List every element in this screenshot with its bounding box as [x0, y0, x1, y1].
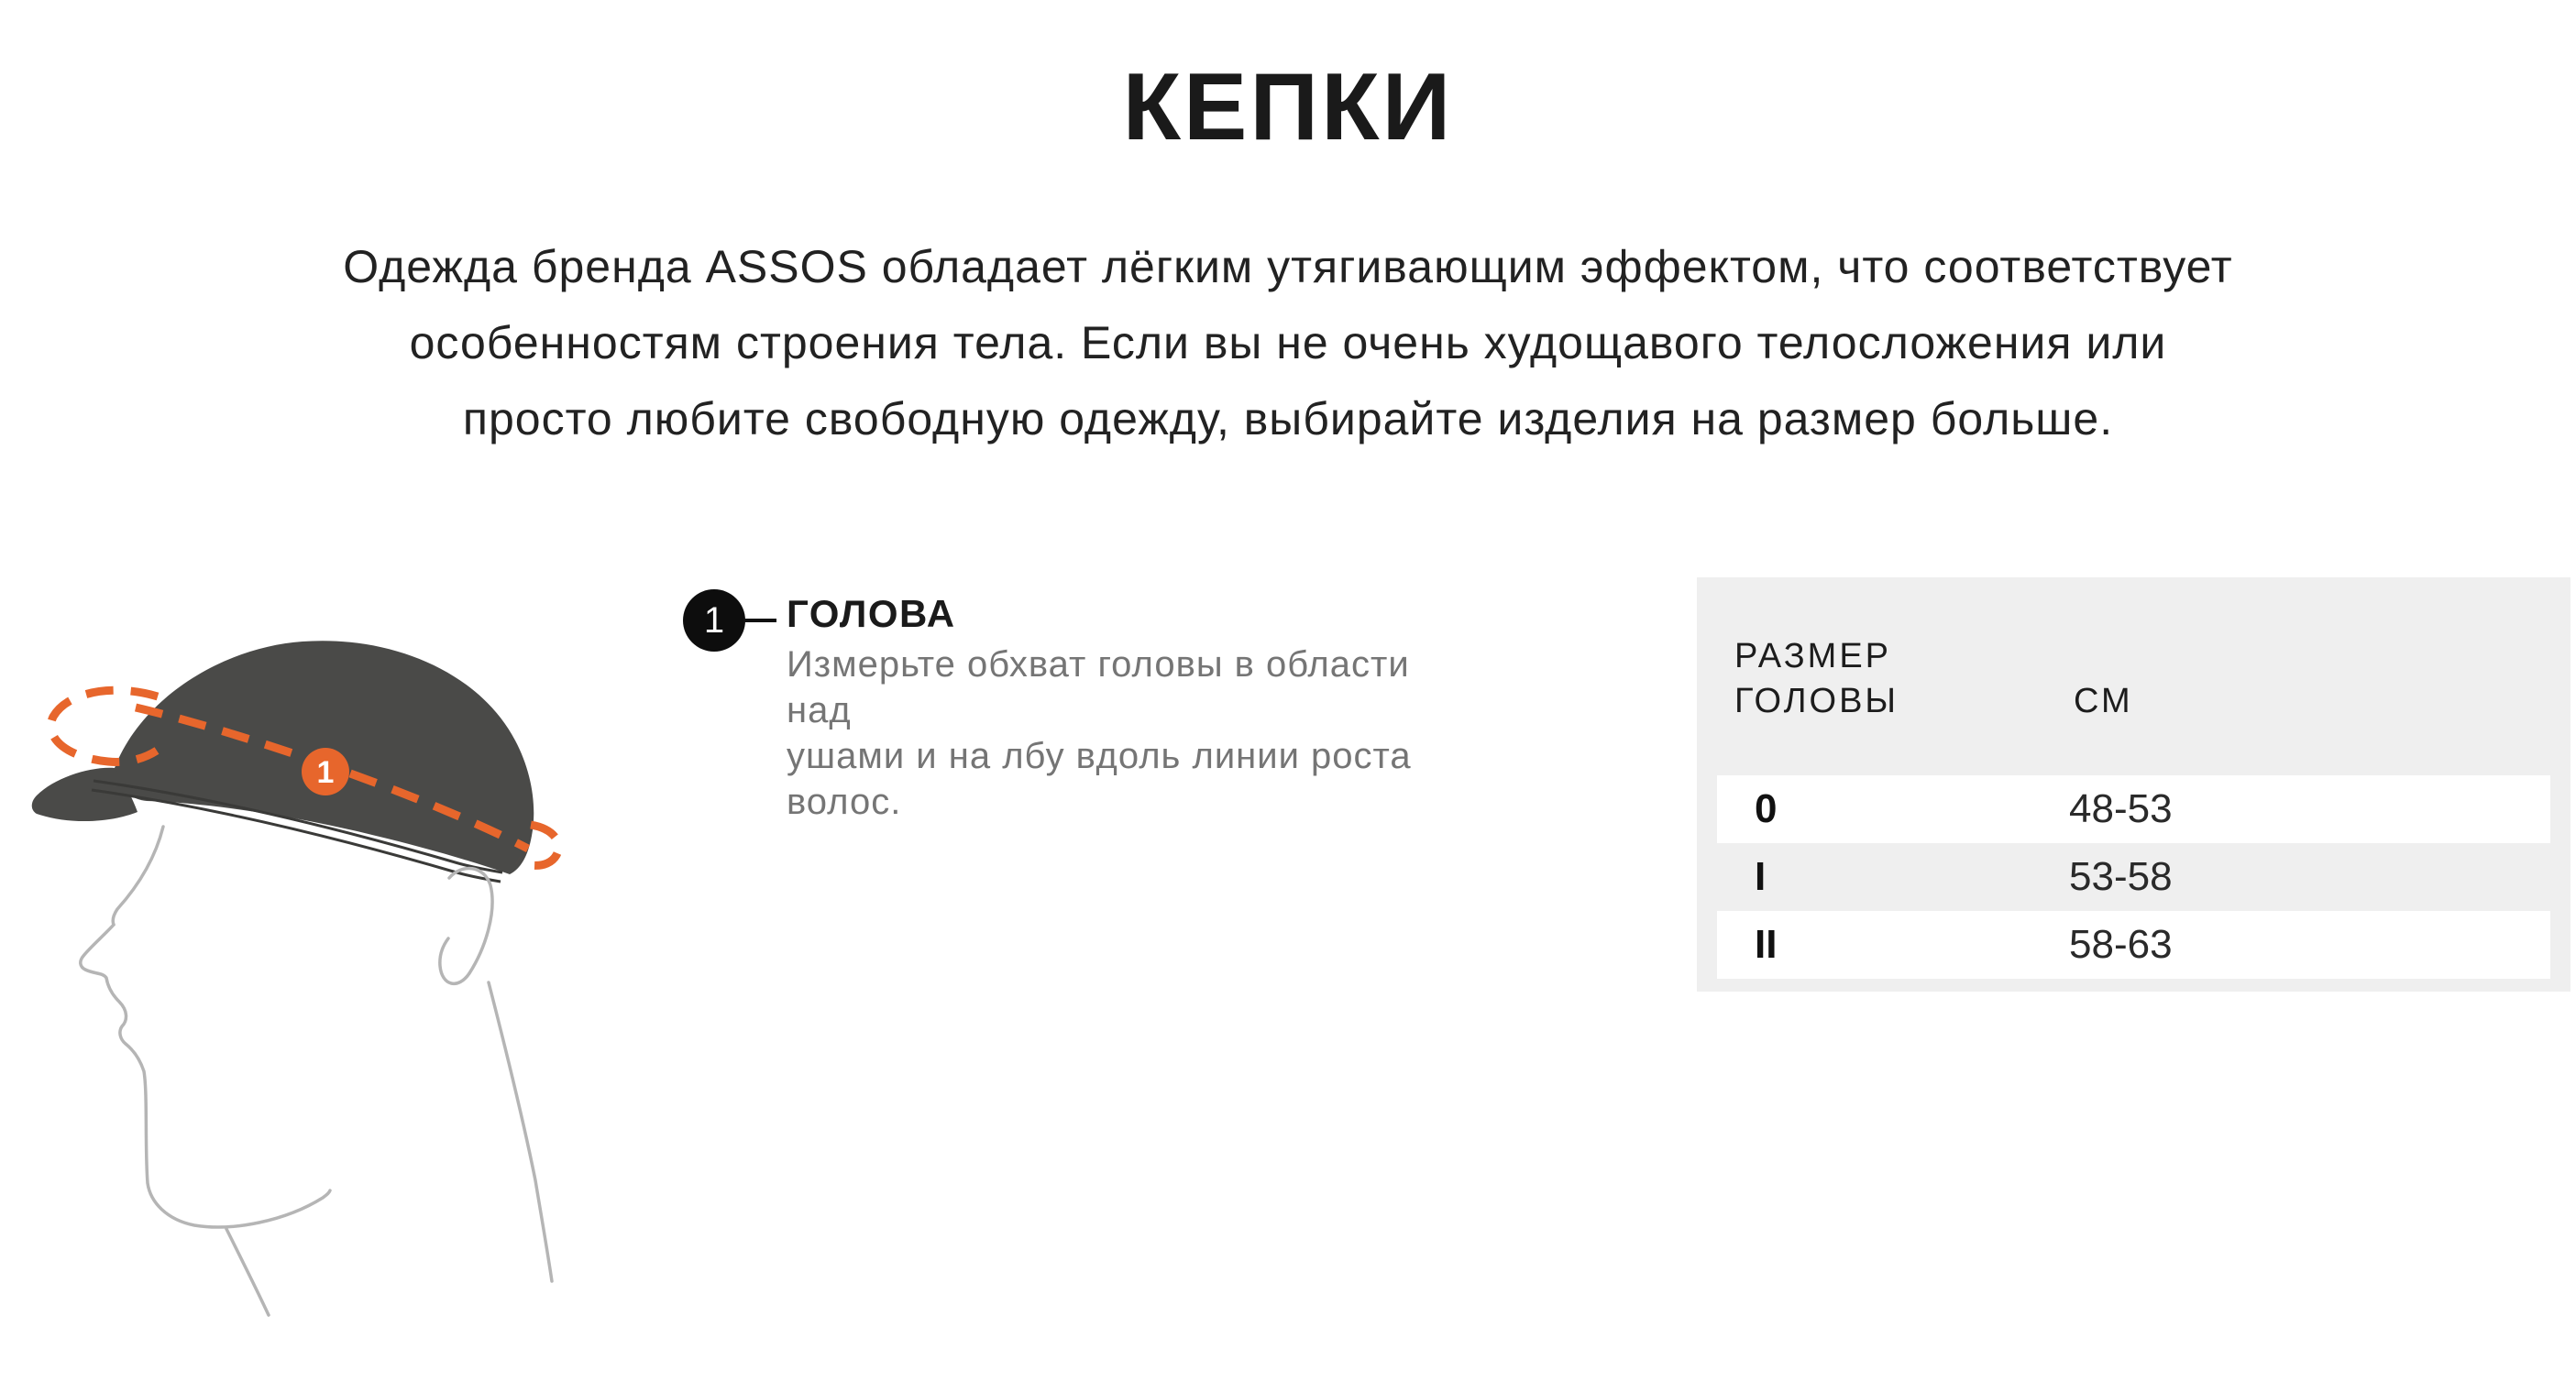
- cm-cell: 58-63: [2069, 922, 2173, 967]
- size-table-row: [1717, 911, 2550, 979]
- header-size-line: ГОЛОВЫ: [1734, 682, 1899, 720]
- badge-number: 1: [703, 599, 725, 641]
- size-table-header-size: [1734, 634, 1899, 724]
- measure-point-title: ГОЛОВА: [787, 592, 956, 635]
- description-line: Измерьте обхват головы в области над: [787, 644, 1410, 730]
- neck-line: [226, 1229, 269, 1315]
- size-cell: I: [1755, 854, 1767, 899]
- size-cell: 0: [1755, 786, 1778, 831]
- tape-marker-number: 1: [316, 755, 335, 790]
- head-cap-illustration: [28, 632, 578, 1329]
- header-size-line: РАЗМЕР: [1734, 637, 1892, 675]
- intro-line: особенностям строения тела. Если вы не очень худощавого телосложения или: [409, 317, 2167, 368]
- description-line: волос.: [787, 782, 902, 822]
- intro-paragraph: [0, 229, 2576, 457]
- page-title: КЕПКИ: [1122, 54, 1454, 160]
- description-line: ушами и на лбу вдоль линии роста: [787, 736, 1412, 776]
- size-table-row: [1717, 843, 2550, 911]
- size-table-row: [1717, 775, 2550, 843]
- ear-outline: [440, 869, 492, 984]
- back-neck-line: [489, 982, 552, 1281]
- size-cell: II: [1755, 922, 1778, 967]
- cm-cell: 53-58: [2069, 854, 2173, 899]
- measure-point-description: [787, 642, 1483, 825]
- intro-line: просто любите свободную одежду, выбирайте изделия на размер больше.: [462, 393, 2114, 444]
- badge-connector-line: [743, 619, 776, 622]
- cm-cell: 48-53: [2069, 786, 2173, 831]
- intro-line: Одежда бренда ASSOS обладает лёгким утягивающим эффектом, что соответствует: [343, 241, 2233, 292]
- head-outline: [81, 827, 330, 1227]
- size-table-header-cm: СМ: [2074, 682, 2133, 720]
- size-table-panel: [1697, 577, 2570, 992]
- measure-point-badge: [683, 589, 745, 652]
